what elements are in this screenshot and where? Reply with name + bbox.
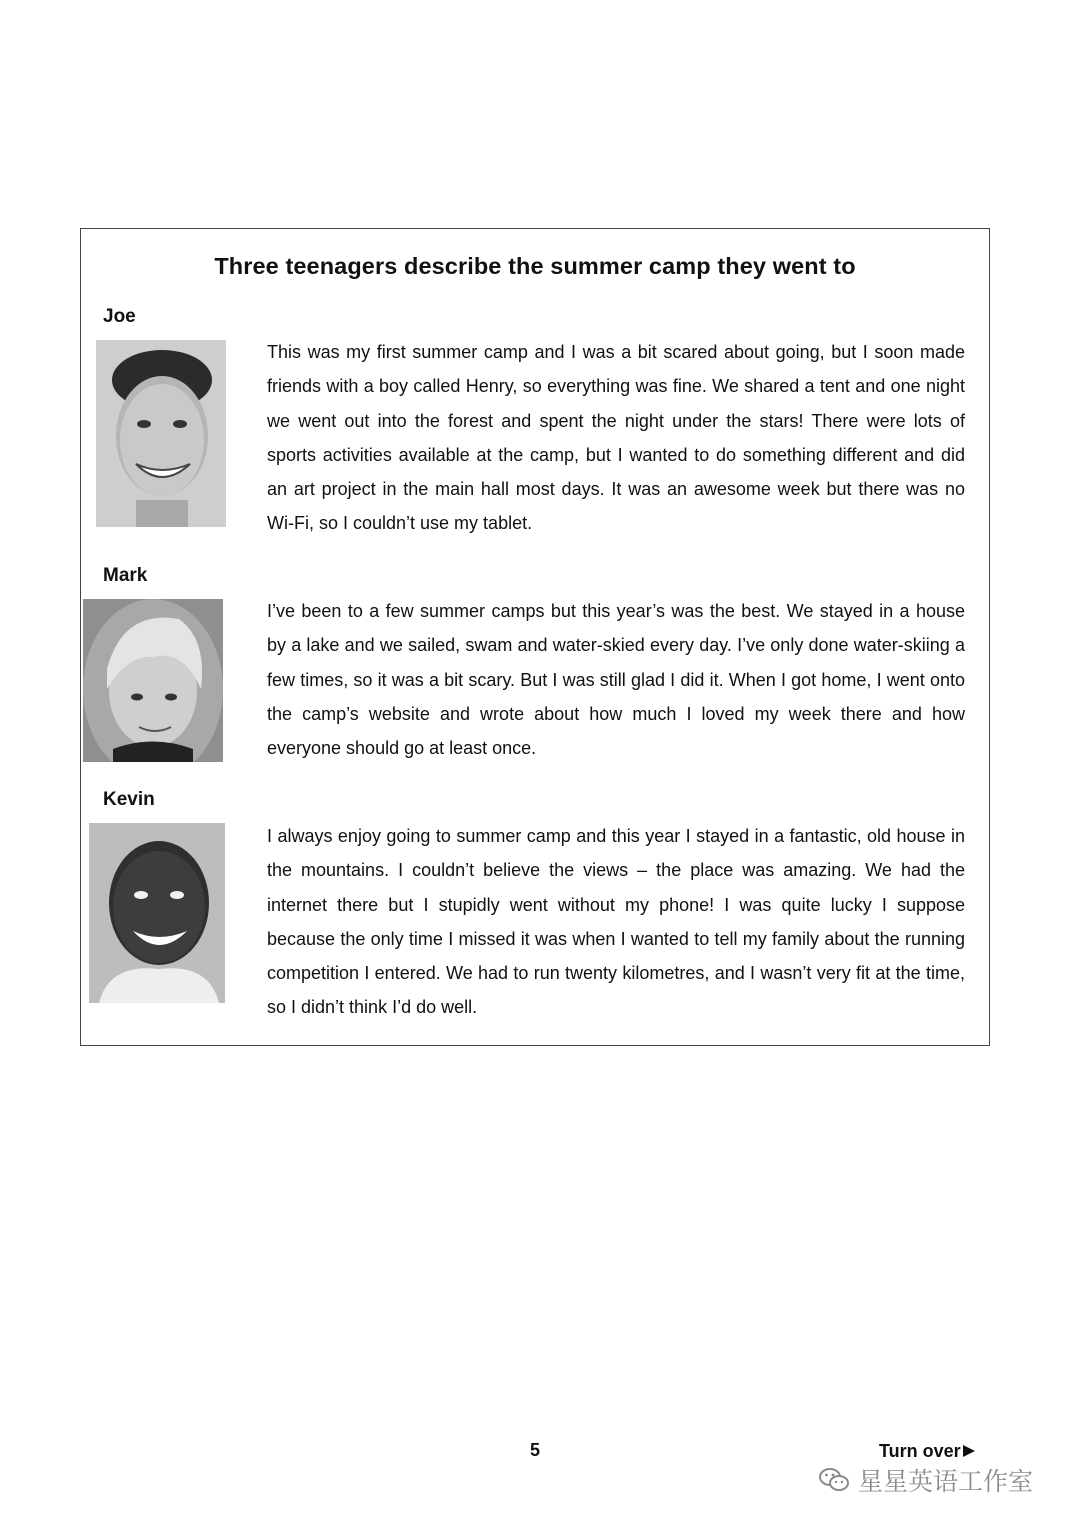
- page-number: 5: [530, 1440, 541, 1460]
- mark-photo: [83, 599, 223, 762]
- watermark: [818, 1462, 1033, 1498]
- kevin-photo: [89, 823, 225, 1003]
- turn-over-label: [879, 1441, 975, 1462]
- teen-boy-portrait-smiling-icon: [96, 340, 226, 527]
- kevin-paragraph: I always enjoy going to summer camp and this year I stayed in a fantastic, old house in the mountains. I couldn’t believe the views – the place was amazing. We had the internet there but I stupidly went without my phone! I was quite lucky I suppose because the only time I missed it was when I wanted to tell my family about the running competition I entered. We had to run twenty kilometres, and I wasn’t very fit at the time, so I didn’t think I’d do well.: [267, 826, 965, 1018]
- turn-over-text: Turn over: [879, 1441, 961, 1461]
- play-arrow-icon: [963, 1445, 975, 1457]
- joe-paragraph: This was my first summer camp and I was a bit scared about going, but I soon made friends with a boy called Henry, so everything was fine. We shared a tent and one night we went out into the forest and spent the night under the stars! There were lots of sports activities available at the camp, but I wanted to do something different and did an art project in the main hall most days. It was an awesome week but there was no Wi-Fi, so I couldn’t use my tablet.: [267, 342, 965, 534]
- person-name-joe: Joe: [103, 306, 136, 327]
- reading-passage-panel: [80, 228, 990, 1046]
- mark-paragraph: I’ve been to a few summer camps but this year’s was the best. We stayed in a house by a lake and we sailed, swam and water-skied every day. I’ve only done water-skiing a few times, so it was a bit scary. But I was still glad I did it. When I got home, I went onto the camp’s website and wrote about how much I loved my week there and how everyone should go at least once.: [267, 601, 965, 759]
- teen-boy-portrait-grinning-icon: [89, 823, 225, 1003]
- passage-title: Three teenagers describe the summer camp they went to: [214, 253, 856, 279]
- person-name-kevin: Kevin: [103, 789, 155, 810]
- teen-boy-portrait-hoodie-icon: [83, 599, 223, 762]
- joe-photo: [96, 340, 226, 527]
- watermark-text: 星星英语工作室: [858, 1467, 1034, 1496]
- person-name-mark: Mark: [103, 565, 148, 586]
- wechat-icon: [818, 1466, 850, 1494]
